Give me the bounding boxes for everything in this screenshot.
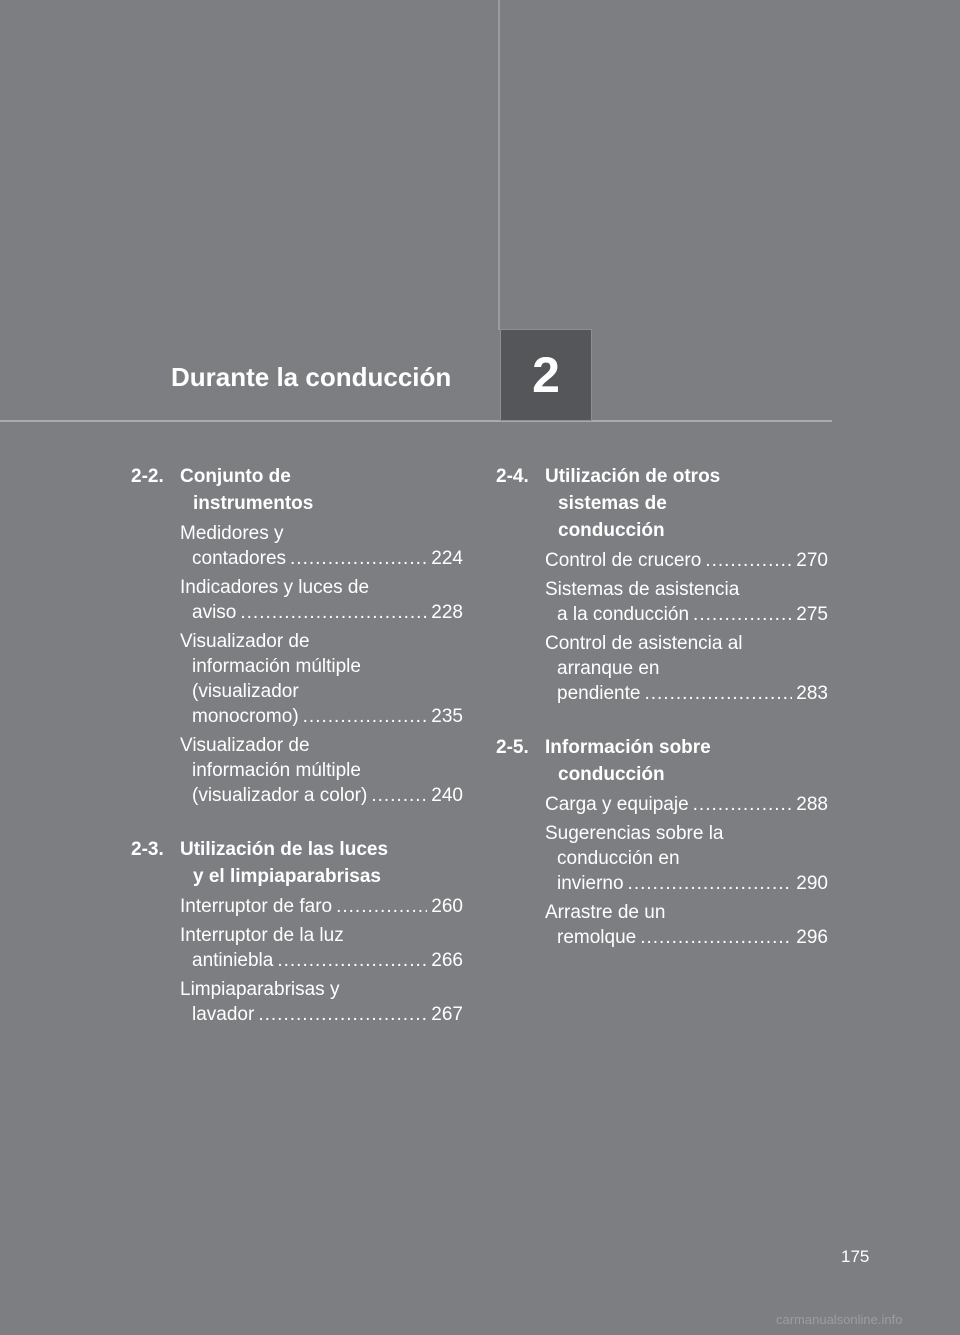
entry-text: pendiente	[557, 683, 641, 704]
entry-text-line: conducción en	[557, 848, 680, 869]
toc-entry[interactable]	[545, 821, 828, 896]
section-heading	[496, 734, 828, 788]
entry-text: Carga y equipaje	[545, 794, 689, 815]
chapter-number: 2	[532, 347, 560, 403]
entry-text-line: Interruptor de la luz	[180, 925, 344, 946]
entry-last-line	[545, 792, 828, 817]
toc-entry[interactable]	[545, 577, 828, 627]
entry-text: aviso	[192, 602, 237, 623]
leader-dots	[303, 704, 428, 729]
entry-text: contadores	[192, 548, 287, 569]
entry-page-number: 290	[796, 873, 828, 894]
toc-entry[interactable]	[545, 792, 828, 817]
section-number: 2-5.	[496, 737, 529, 758]
entry-page-number: 275	[796, 604, 828, 625]
entry-text-line: Sistemas de asistencia	[545, 579, 740, 600]
entry-text-line: Visualizador de	[180, 735, 310, 756]
toc-entry[interactable]	[545, 631, 828, 706]
page-number: 175	[841, 1247, 870, 1266]
entry-last-line	[180, 783, 463, 808]
entry-last-line	[180, 894, 463, 919]
entry-page-number: 235	[431, 706, 463, 727]
entry-last-line	[545, 925, 828, 950]
entry-last-line	[180, 546, 463, 571]
leader-dots	[705, 548, 792, 573]
entry-text-line: Arrastre de un	[545, 902, 666, 923]
section-title	[180, 463, 463, 517]
leader-dots	[693, 602, 792, 627]
entry-last-line	[545, 681, 828, 706]
entry-text-line: Control de asistencia al	[545, 633, 743, 654]
toc-entry[interactable]	[180, 923, 463, 973]
section-title	[545, 734, 828, 788]
entry-last-line	[180, 600, 463, 625]
section-title-line: y el limpiaparabrisas	[193, 866, 381, 887]
entry-text-line: arranque en	[557, 658, 660, 679]
vertical-divider	[498, 0, 500, 330]
section-heading	[131, 836, 463, 890]
section-title-line: conducción	[558, 520, 665, 541]
section-number: 2-4.	[496, 466, 529, 487]
toc-section	[496, 734, 828, 950]
section-heading	[131, 463, 463, 517]
entry-page-number: 260	[431, 896, 463, 917]
leader-dots	[258, 1002, 427, 1027]
toc-entry[interactable]	[180, 977, 463, 1027]
entry-text-line: Indicadores y luces de	[180, 577, 370, 598]
chapter-title: Durante la conducción	[171, 362, 452, 392]
section-title-line: sistemas de	[558, 493, 667, 514]
entry-text: remolque	[557, 927, 637, 948]
entry-text: (visualizador a color)	[192, 785, 368, 806]
section-title	[180, 836, 463, 890]
entry-page-number: 296	[796, 927, 828, 948]
toc-entry[interactable]	[180, 733, 463, 808]
entry-text: invierno	[557, 873, 624, 894]
section-title-line: conducción	[558, 764, 665, 785]
section-title-line: Conjunto de	[180, 466, 291, 487]
leader-dots	[371, 783, 427, 808]
leader-dots	[640, 925, 792, 950]
watermark: carmanualsonline.info	[776, 1312, 903, 1327]
toc-entry[interactable]	[545, 900, 828, 950]
section-number: 2-2.	[131, 466, 164, 487]
section-heading	[496, 463, 828, 544]
entry-last-line	[545, 548, 828, 573]
leader-dots	[240, 600, 427, 625]
entry-page-number: 283	[796, 683, 828, 704]
section-title-line: Utilización de otros	[545, 466, 721, 487]
entry-text-line: Visualizador de	[180, 631, 310, 652]
leader-dots	[628, 871, 793, 896]
entry-page-number: 288	[796, 794, 828, 815]
toc-entry[interactable]	[180, 521, 463, 571]
entry-text-line: Sugerencias sobre la	[545, 823, 724, 844]
toc-section	[131, 463, 463, 808]
section-title-line: instrumentos	[193, 493, 314, 514]
section-title-line: Utilización de las luces	[180, 839, 389, 860]
toc-section	[496, 463, 828, 706]
toc-column-left	[131, 463, 463, 1055]
entry-text-line: información múltiple	[192, 656, 361, 677]
entry-text: Control de crucero	[545, 550, 702, 571]
entry-page-number: 224	[431, 548, 463, 569]
entry-last-line	[180, 704, 463, 729]
entry-text-line: Medidores y	[180, 523, 284, 544]
leader-dots	[290, 546, 427, 571]
entry-last-line	[545, 871, 828, 896]
leader-dots	[693, 792, 793, 817]
chapter-number-tab	[500, 329, 592, 421]
entry-page-number: 240	[431, 785, 463, 806]
section-title-line: Información sobre	[545, 737, 711, 758]
entry-text-line: (visualizador	[192, 681, 299, 702]
section-title	[545, 463, 828, 544]
entry-last-line	[180, 948, 463, 973]
entry-last-line	[180, 1002, 463, 1027]
entry-text-line: Limpiaparabrisas y	[180, 979, 340, 1000]
entry-text: a la conducción	[557, 604, 690, 625]
leader-dots	[277, 948, 427, 973]
toc-entry[interactable]	[180, 629, 463, 729]
entry-last-line	[545, 602, 828, 627]
entry-text: antiniebla	[192, 950, 274, 971]
leader-dots	[336, 894, 427, 919]
entry-text-line: información múltiple	[192, 760, 361, 781]
toc-entry[interactable]	[180, 894, 463, 919]
toc-entry[interactable]	[545, 548, 828, 573]
toc-column-right	[496, 463, 828, 978]
section-number: 2-3.	[131, 839, 164, 860]
toc-section	[131, 836, 463, 1027]
entry-page-number: 228	[431, 602, 463, 623]
entry-page-number: 267	[431, 1004, 463, 1025]
leader-dots	[644, 681, 792, 706]
entry-text: lavador	[192, 1004, 255, 1025]
entry-text: Interruptor de faro	[180, 896, 333, 917]
entry-page-number: 266	[431, 950, 463, 971]
toc-entry[interactable]	[180, 575, 463, 625]
horizontal-divider	[0, 420, 832, 422]
entry-text: monocromo)	[192, 706, 299, 727]
entry-page-number: 270	[796, 550, 828, 571]
